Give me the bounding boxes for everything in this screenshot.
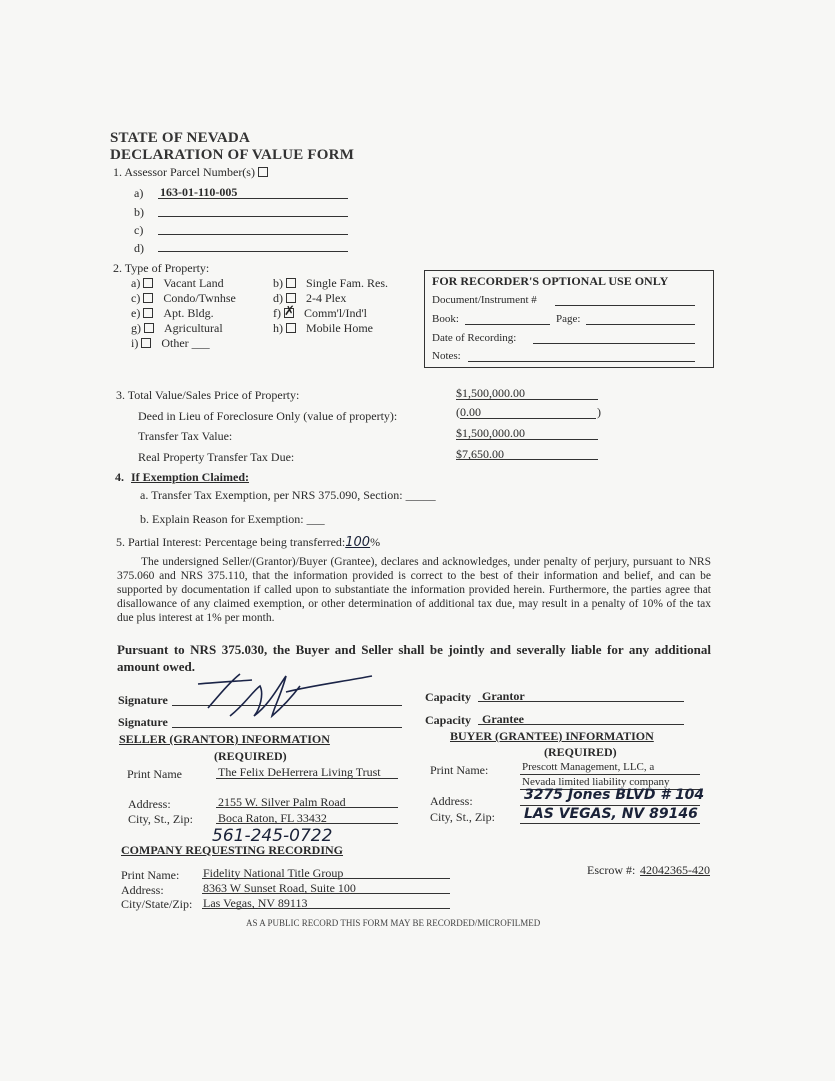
parcel-c-line xyxy=(158,234,348,235)
parcel-label-text: 1. Assessor Parcel Number(s) xyxy=(113,165,255,179)
option-letter: f) xyxy=(273,306,281,320)
checkbox[interactable] xyxy=(143,278,153,288)
seller-address-line xyxy=(216,807,398,808)
seller-city: Boca Raton, FL 33432 xyxy=(218,811,327,825)
option-label: Agricultural xyxy=(164,321,223,335)
checkbox[interactable] xyxy=(143,308,153,318)
form-title-line2: DECLARATION OF VALUE FORM xyxy=(110,147,355,163)
partial-interest-label xyxy=(116,535,380,550)
company-print-name: Fidelity National Title Group xyxy=(203,866,344,880)
capacity1-label: Capacity xyxy=(425,690,471,704)
checkbox[interactable] xyxy=(144,323,154,333)
parcel-b-letter: b) xyxy=(134,205,144,219)
option-label: Other ___ xyxy=(161,336,210,350)
company-city-label: City/State/Zip: xyxy=(121,897,193,911)
property-option-condo xyxy=(131,291,236,306)
parcel-a-line xyxy=(158,198,348,199)
tax-due-value: $7,650.00 xyxy=(456,447,504,461)
buyer-print-name-label: Print Name: xyxy=(430,763,489,777)
exemption-a: a. Transfer Tax Exemption, per NRS 375.090, Section: _____ xyxy=(140,488,436,502)
partial-interest-handwritten: 100 xyxy=(345,535,371,550)
option-label: Apt. Bldg. xyxy=(163,306,214,320)
parcel-d-letter: d) xyxy=(134,241,144,255)
option-letter: g) xyxy=(131,321,141,335)
company-city: Las Vegas, NV 89113 xyxy=(203,896,308,910)
recorder-book-label: Book: xyxy=(432,313,459,325)
property-option-commercial xyxy=(273,306,367,321)
company-city-line xyxy=(202,908,450,909)
recorder-document-label: Document/Instrument # xyxy=(432,294,537,306)
option-letter: e) xyxy=(131,306,141,320)
parcel-a-value: 163-01-110-005 xyxy=(160,185,238,199)
buyer-city-line xyxy=(520,823,700,824)
recorder-notes-label: Notes: xyxy=(432,350,461,362)
checkbox[interactable] xyxy=(141,338,151,348)
tax-due-label: Real Property Transfer Tax Due: xyxy=(138,450,295,464)
form-title-line1: STATE OF NEVADA xyxy=(110,130,250,146)
partial-interest-text: 5. Partial Interest: Percentage being transferred: xyxy=(116,535,346,549)
exemption-b: b. Explain Reason for Exemption: ___ xyxy=(140,512,325,526)
signature2-label: Signature xyxy=(118,715,168,729)
seller-city-line xyxy=(216,823,398,824)
deed-in-lieu-value: (0.00 xyxy=(456,405,481,419)
property-option-other xyxy=(131,336,210,351)
recorder-box-title: FOR RECORDER'S OPTIONAL USE ONLY xyxy=(432,274,669,288)
property-option-mobile xyxy=(273,321,373,336)
public-record-footer: AS A PUBLIC RECORD THIS FORM MAY BE RECORDED/MICROFILMED xyxy=(246,918,541,928)
property-option-apt xyxy=(131,306,214,321)
buyer-print-name-underline1 xyxy=(520,774,700,775)
parcel-a-letter: a) xyxy=(134,186,144,200)
property-option-single-fam xyxy=(273,276,388,291)
recorder-page-line[interactable] xyxy=(586,324,695,325)
checkbox[interactable] xyxy=(286,278,296,288)
property-option-agricultural xyxy=(131,321,223,336)
option-label: Comm'l/Ind'l xyxy=(304,306,367,320)
company-address-line xyxy=(202,893,450,894)
option-label: Vacant Land xyxy=(163,276,224,290)
liability-statement: Pursuant to NRS 375.030, the Buyer and Seller shall be jointly and severally liable for any additional amount owed. xyxy=(117,642,711,674)
signature2-line[interactable] xyxy=(172,727,402,728)
buyer-city-handwritten: LAS VEGAS, NV 89146 xyxy=(524,806,698,822)
parcel-c-letter: c) xyxy=(134,223,144,237)
signature1-label: Signature xyxy=(118,693,168,707)
transfer-tax-value: $1,500,000.00 xyxy=(456,426,525,440)
option-letter: h) xyxy=(273,321,283,335)
capacity1-line xyxy=(478,701,684,702)
option-label: Single Fam. Res. xyxy=(306,276,389,290)
deed-in-lieu-close: ) xyxy=(597,405,601,419)
total-value: $1,500,000.00 xyxy=(456,386,525,400)
option-letter: c) xyxy=(131,291,141,305)
deed-in-lieu-line xyxy=(460,418,596,419)
company-print-name-label: Print Name: xyxy=(121,868,180,882)
deed-in-lieu-label: Deed in Lieu of Foreclosure Only (value of property): xyxy=(138,409,398,423)
recorder-page-label: Page: xyxy=(556,313,581,325)
company-address: 8363 W Sunset Road, Suite 100 xyxy=(203,881,356,895)
exemption-number: 4. xyxy=(115,470,124,484)
capacity2-value: Grantee xyxy=(482,712,524,726)
transfer-tax-value-line xyxy=(456,439,598,440)
buyer-heading: BUYER (GRANTEE) INFORMATION xyxy=(450,729,654,743)
option-label: Condo/Twnhse xyxy=(163,291,236,305)
buyer-print-name-line2: Nevada limited liability company xyxy=(522,776,670,788)
recorder-date-label: Date of Recording: xyxy=(432,332,517,344)
buyer-city-label: City, St., Zip: xyxy=(430,810,495,824)
capacity2-line xyxy=(478,724,684,725)
signature-mark xyxy=(190,664,380,726)
transfer-tax-value-label: Transfer Tax Value: xyxy=(138,429,233,443)
seller-print-name-label: Print Name xyxy=(127,767,182,781)
option-label: 2-4 Plex xyxy=(306,291,347,305)
property-type-label: 2. Type of Property: xyxy=(113,261,210,275)
buyer-required: (REQUIRED) xyxy=(544,745,617,759)
declaration-paragraph: The undersigned Seller/(Grantor)/Buyer (Grantee), declares and acknowledges, under penalty of perjury, pursuant to NRS 375.060 and NRS 375.110, that the information provided is correct to the best of their information and belief, and can be supported by documentation if called upon to substantiate the information provided herein. Furthermore, the parties agree that disallowance of any claimed exemption, or other determination of additional tax due, may result in a penalty of 10% of the tax due plus interest at 1% per month. xyxy=(117,556,711,624)
escrow-label: Escrow #: xyxy=(587,863,636,877)
recorder-document-line[interactable] xyxy=(555,305,695,306)
recorder-notes-line[interactable] xyxy=(468,361,695,362)
seller-print-name-line xyxy=(216,778,398,779)
total-value-label: 3. Total Value/Sales Price of Property: xyxy=(116,388,300,402)
seller-heading: SELLER (GRANTOR) INFORMATION xyxy=(119,732,330,746)
capacity1-value: Grantor xyxy=(482,689,525,703)
capacity2-label: Capacity xyxy=(425,713,471,727)
seller-city-label: City, St., Zip: xyxy=(128,812,193,826)
seller-required: (REQUIRED) xyxy=(214,749,287,763)
checkbox[interactable] xyxy=(286,293,296,303)
option-letter: b) xyxy=(273,276,283,290)
property-option-vacant xyxy=(131,276,224,291)
parcel-checkbox[interactable] xyxy=(258,167,268,177)
parcel-d-line xyxy=(158,251,348,252)
seller-phone-handwritten: 561-245-0722 xyxy=(212,826,333,846)
company-print-name-line xyxy=(202,878,450,879)
seller-address-label: Address: xyxy=(128,797,171,811)
seller-address: 2155 W. Silver Palm Road xyxy=(218,795,346,809)
parcel-section-label xyxy=(113,165,271,180)
recorder-date-line[interactable] xyxy=(533,343,695,344)
option-letter: i) xyxy=(131,336,139,350)
company-address-label: Address: xyxy=(121,883,164,897)
option-label: Mobile Home xyxy=(306,321,373,335)
parcel-b-line xyxy=(158,216,348,217)
checkbox[interactable] xyxy=(143,293,153,303)
checkbox[interactable] xyxy=(286,323,296,333)
option-letter: a) xyxy=(131,276,141,290)
buyer-print-name-line1: Prescott Management, LLC, a xyxy=(522,761,655,773)
buyer-address-handwritten: 3275 Jones BLVD # 104 xyxy=(524,787,705,803)
seller-print-name: The Felix DeHerrera Living Trust xyxy=(218,765,381,779)
escrow-number: 42042365-420 xyxy=(640,863,710,877)
total-value-line xyxy=(456,399,598,400)
percent-sign: % xyxy=(370,535,381,549)
tax-due-line xyxy=(456,459,598,460)
recorder-book-line[interactable] xyxy=(465,324,550,325)
option-letter: d) xyxy=(273,291,283,305)
company-heading: COMPANY REQUESTING RECORDING xyxy=(121,843,344,857)
buyer-address-label: Address: xyxy=(430,794,473,808)
checkbox-checked[interactable] xyxy=(284,308,294,318)
exemption-heading: If Exemption Claimed: xyxy=(131,470,249,484)
